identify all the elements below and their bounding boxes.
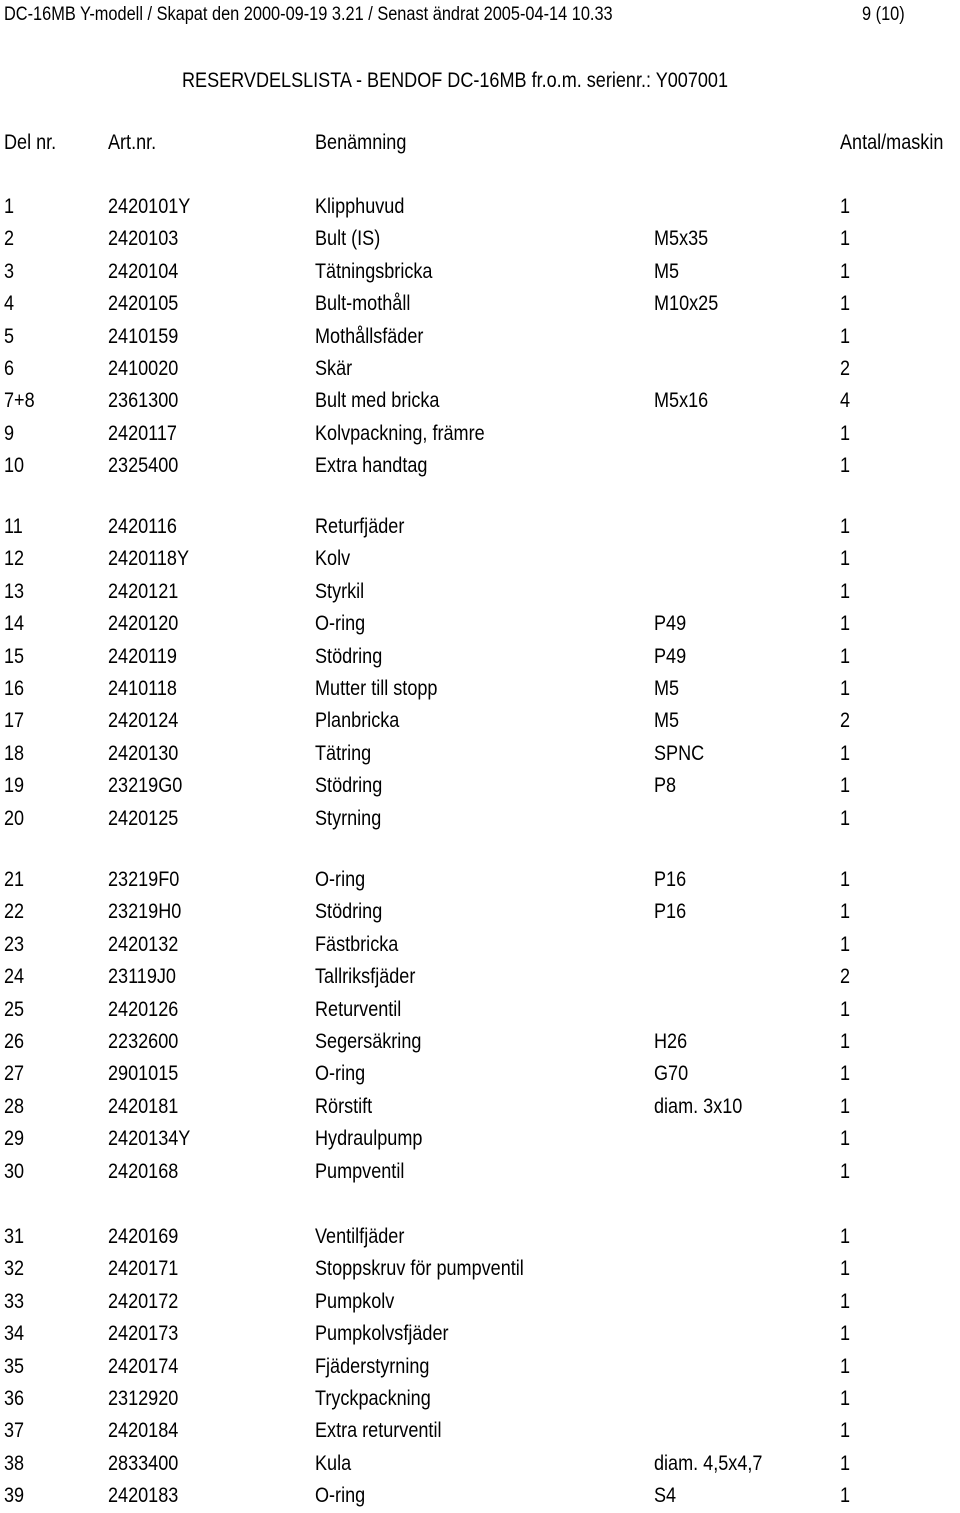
article-number: 2420126 [108,997,179,1021]
table-row [0,1387,960,1411]
part-number: 3 [4,259,15,283]
part-number: 24 [4,965,25,989]
table-row [0,515,960,539]
part-name: Stödring [315,900,383,924]
quantity: 1 [840,1451,851,1475]
table-row [0,774,960,798]
article-number: 2420125 [108,806,179,830]
part-number: 14 [4,612,25,636]
part-dimension: P49 [654,644,687,668]
part-dimension: M5 [654,709,680,733]
part-number: 15 [4,644,25,668]
part-dimension: P49 [654,612,687,636]
part-number: 36 [4,1387,25,1410]
part-number: 28 [4,1094,25,1118]
article-number: 2420103 [108,227,179,251]
part-number: 17 [4,709,25,733]
table-row [0,933,960,957]
table-row [0,357,960,381]
part-dimension: P8 [654,774,677,798]
part-number: 29 [4,1127,25,1151]
part-number: 37 [4,1419,25,1443]
quantity: 1 [840,1127,851,1151]
article-number: 2420168 [108,1159,179,1183]
quantity: 1 [840,227,851,251]
table-row [0,422,960,446]
article-number: 2420172 [108,1289,179,1313]
table-row [0,195,960,219]
table-row [0,1484,960,1508]
quantity: 2 [840,965,851,989]
table-row [0,1452,960,1476]
part-dimension: diam. 4,5x4,7 [654,1451,763,1475]
quantity: 1 [840,1419,851,1443]
article-number: 2420174 [108,1354,179,1378]
part-number: 31 [4,1225,25,1248]
part-dimension: S4 [654,1484,677,1508]
part-name: Pumpkolv [315,1289,395,1313]
column-header-del-nr: Del nr. [4,131,57,154]
table-row [0,1322,960,1346]
article-number: 2420184 [108,1419,179,1443]
part-name: Ventilfjäder [315,1225,405,1248]
table-row [0,547,960,571]
article-number: 2420183 [108,1484,179,1508]
part-dimension: SPNC [654,741,705,765]
article-number: 2420173 [108,1322,179,1346]
part-number: 13 [4,579,25,603]
article-number: 2420181 [108,1094,179,1118]
part-name: Stödring [315,774,383,798]
quantity: 1 [840,1257,851,1281]
part-number: 21 [4,868,25,891]
article-number: 2901015 [108,1062,179,1086]
article-number: 2232600 [108,1030,179,1053]
quantity: 1 [840,1387,851,1410]
quantity: 1 [840,1354,851,1378]
part-name: O-ring [315,612,366,636]
article-number: 2420119 [108,644,177,668]
part-dimension: G70 [654,1062,689,1086]
part-number: 22 [4,900,25,924]
quantity: 1 [840,612,851,636]
quantity: 1 [840,292,851,316]
part-number: 30 [4,1159,25,1183]
part-name: Skär [315,357,353,380]
article-number: 2420105 [108,292,179,316]
table-row [0,1095,960,1119]
article-number: 2420134Y [108,1127,191,1151]
table-row [0,1160,960,1184]
part-name: O-ring [315,868,366,891]
table-row [0,742,960,766]
part-number: 5 [4,324,15,348]
part-name: Kula [315,1451,352,1475]
part-number: 6 [4,357,15,380]
part-number: 20 [4,806,25,830]
part-dimension: P16 [654,868,687,891]
part-name: Kolvpackning, främre [315,421,485,445]
part-name: Styrning [315,806,382,830]
quantity: 4 [840,389,851,413]
part-name: Bult med bricka [315,389,440,413]
part-number: 2 [4,227,15,251]
article-number: 2410118 [108,677,177,700]
part-name: Stoppskruv för pumpventil [315,1257,524,1281]
table-row [0,1290,960,1314]
part-name: Tallriksfjäder [315,965,416,989]
article-number: 2420116 [108,515,177,538]
quantity: 1 [840,421,851,445]
table-row [0,612,960,636]
article-number: 23219G0 [108,774,183,798]
part-name: Styrkil [315,579,365,603]
part-name: Klipphuvud [315,195,405,218]
part-name: Tryckpackning [315,1387,431,1410]
table-row [0,645,960,669]
table-row [0,1225,960,1249]
quantity: 1 [840,515,851,538]
part-dimension: H26 [654,1030,688,1053]
table-row [0,998,960,1022]
part-name: Fästbricka [315,932,399,956]
part-name: Tätningsbricka [315,259,433,283]
part-name: Tätring [315,741,372,765]
part-name: Fjäderstyrning [315,1354,430,1378]
article-number: 2312920 [108,1387,179,1410]
table-row [0,677,960,701]
quantity: 1 [840,1094,851,1118]
part-name: Mutter till stopp [315,677,438,700]
part-number: 35 [4,1354,25,1378]
part-number: 39 [4,1484,25,1508]
article-number: 23119J0 [108,965,176,989]
quantity: 1 [840,1159,851,1183]
quantity: 1 [840,259,851,283]
part-number: 4 [4,292,15,316]
article-number: 2420117 [108,421,177,445]
part-name: Bult-mothåll [315,292,411,316]
article-number: 2420120 [108,612,179,636]
article-number: 2410020 [108,357,179,380]
table-row [0,292,960,316]
article-number: 23219H0 [108,900,182,924]
quantity: 1 [840,579,851,603]
quantity: 1 [840,741,851,765]
part-name: Pumpkolvsfjäder [315,1322,449,1346]
quantity: 1 [840,644,851,668]
part-dimension: M5x35 [654,227,709,251]
table-row [0,709,960,733]
article-number: 2420130 [108,741,179,765]
table-row [0,1127,960,1151]
article-number: 2420118Y [108,547,190,571]
part-name: Extra returventil [315,1419,442,1443]
part-dimension: P16 [654,900,687,924]
part-number: 7+8 [4,389,35,413]
article-number: 2833400 [108,1451,179,1475]
part-number: 27 [4,1062,25,1086]
part-number: 26 [4,1030,25,1053]
table-row [0,1419,960,1443]
part-number: 23 [4,932,25,956]
table-row [0,1355,960,1379]
part-number: 18 [4,741,25,765]
part-number: 19 [4,774,25,798]
part-number: 16 [4,677,25,700]
part-number: 38 [4,1451,25,1475]
column-header-benamning: Benämning [315,131,407,154]
document-header: DC-16MB Y-modell / Skapat den 2000-09-19 3.21 / Senast ändrat 2005-04-14 10.33 [4,4,613,25]
part-number: 12 [4,547,25,571]
part-number: 25 [4,997,25,1021]
quantity: 1 [840,1225,851,1248]
quantity: 1 [840,195,851,218]
article-number: 2410159 [108,324,179,348]
part-name: Hydraulpump [315,1127,423,1151]
quantity: 1 [840,997,851,1021]
part-number: 10 [4,454,25,478]
article-number: 2325400 [108,454,179,478]
part-name: O-ring [315,1062,366,1086]
table-row [0,965,960,989]
article-number: 2361300 [108,389,179,413]
part-dimension: diam. 3x10 [654,1094,743,1118]
article-number: 2420104 [108,259,179,283]
quantity: 2 [840,709,851,733]
table-row [0,1030,960,1054]
part-name: Kolv [315,547,351,571]
part-name: Returventil [315,997,402,1021]
part-name: Segersäkring [315,1030,422,1053]
table-row [0,454,960,478]
part-number: 1 [4,195,15,218]
quantity: 1 [840,1322,851,1346]
quantity: 1 [840,677,851,700]
part-name: Mothållsfäder [315,324,424,348]
article-number: 2420171 [108,1257,179,1281]
part-number: 32 [4,1257,25,1281]
quantity: 2 [840,357,851,380]
part-name: Bult (IS) [315,227,381,251]
quantity: 1 [840,932,851,956]
part-number: 34 [4,1322,25,1346]
part-number: 33 [4,1289,25,1313]
quantity: 1 [840,774,851,798]
quantity: 1 [840,454,851,478]
quantity: 1 [840,324,851,348]
table-row [0,807,960,831]
article-number: 2420101Y [108,195,191,218]
table-row [0,1257,960,1281]
part-name: Returfjäder [315,515,405,538]
quantity: 1 [840,1289,851,1313]
part-dimension: M5 [654,259,680,283]
column-header-art-nr: Art.nr. [108,131,157,154]
quantity: 1 [840,806,851,830]
part-dimension: M5 [654,677,680,700]
table-row [0,389,960,413]
quantity: 1 [840,868,851,891]
table-row [0,1062,960,1086]
part-number: 9 [4,421,15,445]
part-number: 11 [4,515,23,538]
part-name: Stödring [315,644,383,668]
part-name: Rörstift [315,1094,373,1118]
quantity: 1 [840,1030,851,1053]
part-name: Pumpventil [315,1159,405,1183]
table-row [0,325,960,349]
article-number: 2420132 [108,932,179,956]
quantity: 1 [840,1062,851,1086]
article-number: 23219F0 [108,868,180,891]
table-row [0,260,960,284]
part-dimension: M10x25 [654,292,719,316]
part-name: Planbricka [315,709,400,733]
table-row [0,227,960,251]
table-row [0,900,960,924]
page-number: 9 (10) [862,4,905,25]
article-number: 2420169 [108,1225,179,1248]
part-name: Extra handtag [315,454,428,478]
quantity: 1 [840,547,851,571]
quantity: 1 [840,900,851,924]
table-row [0,580,960,604]
quantity: 1 [840,1484,851,1508]
part-name: O-ring [315,1484,366,1508]
document-title: RESERVDELSLISTA - BENDOF DC-16MB fr.o.m. serienr.: Y007001 [182,69,729,92]
table-row [0,868,960,892]
column-header-antal: Antal/maskin [840,131,944,154]
article-number: 2420124 [108,709,179,733]
part-dimension: M5x16 [654,389,709,413]
article-number: 2420121 [108,579,179,603]
